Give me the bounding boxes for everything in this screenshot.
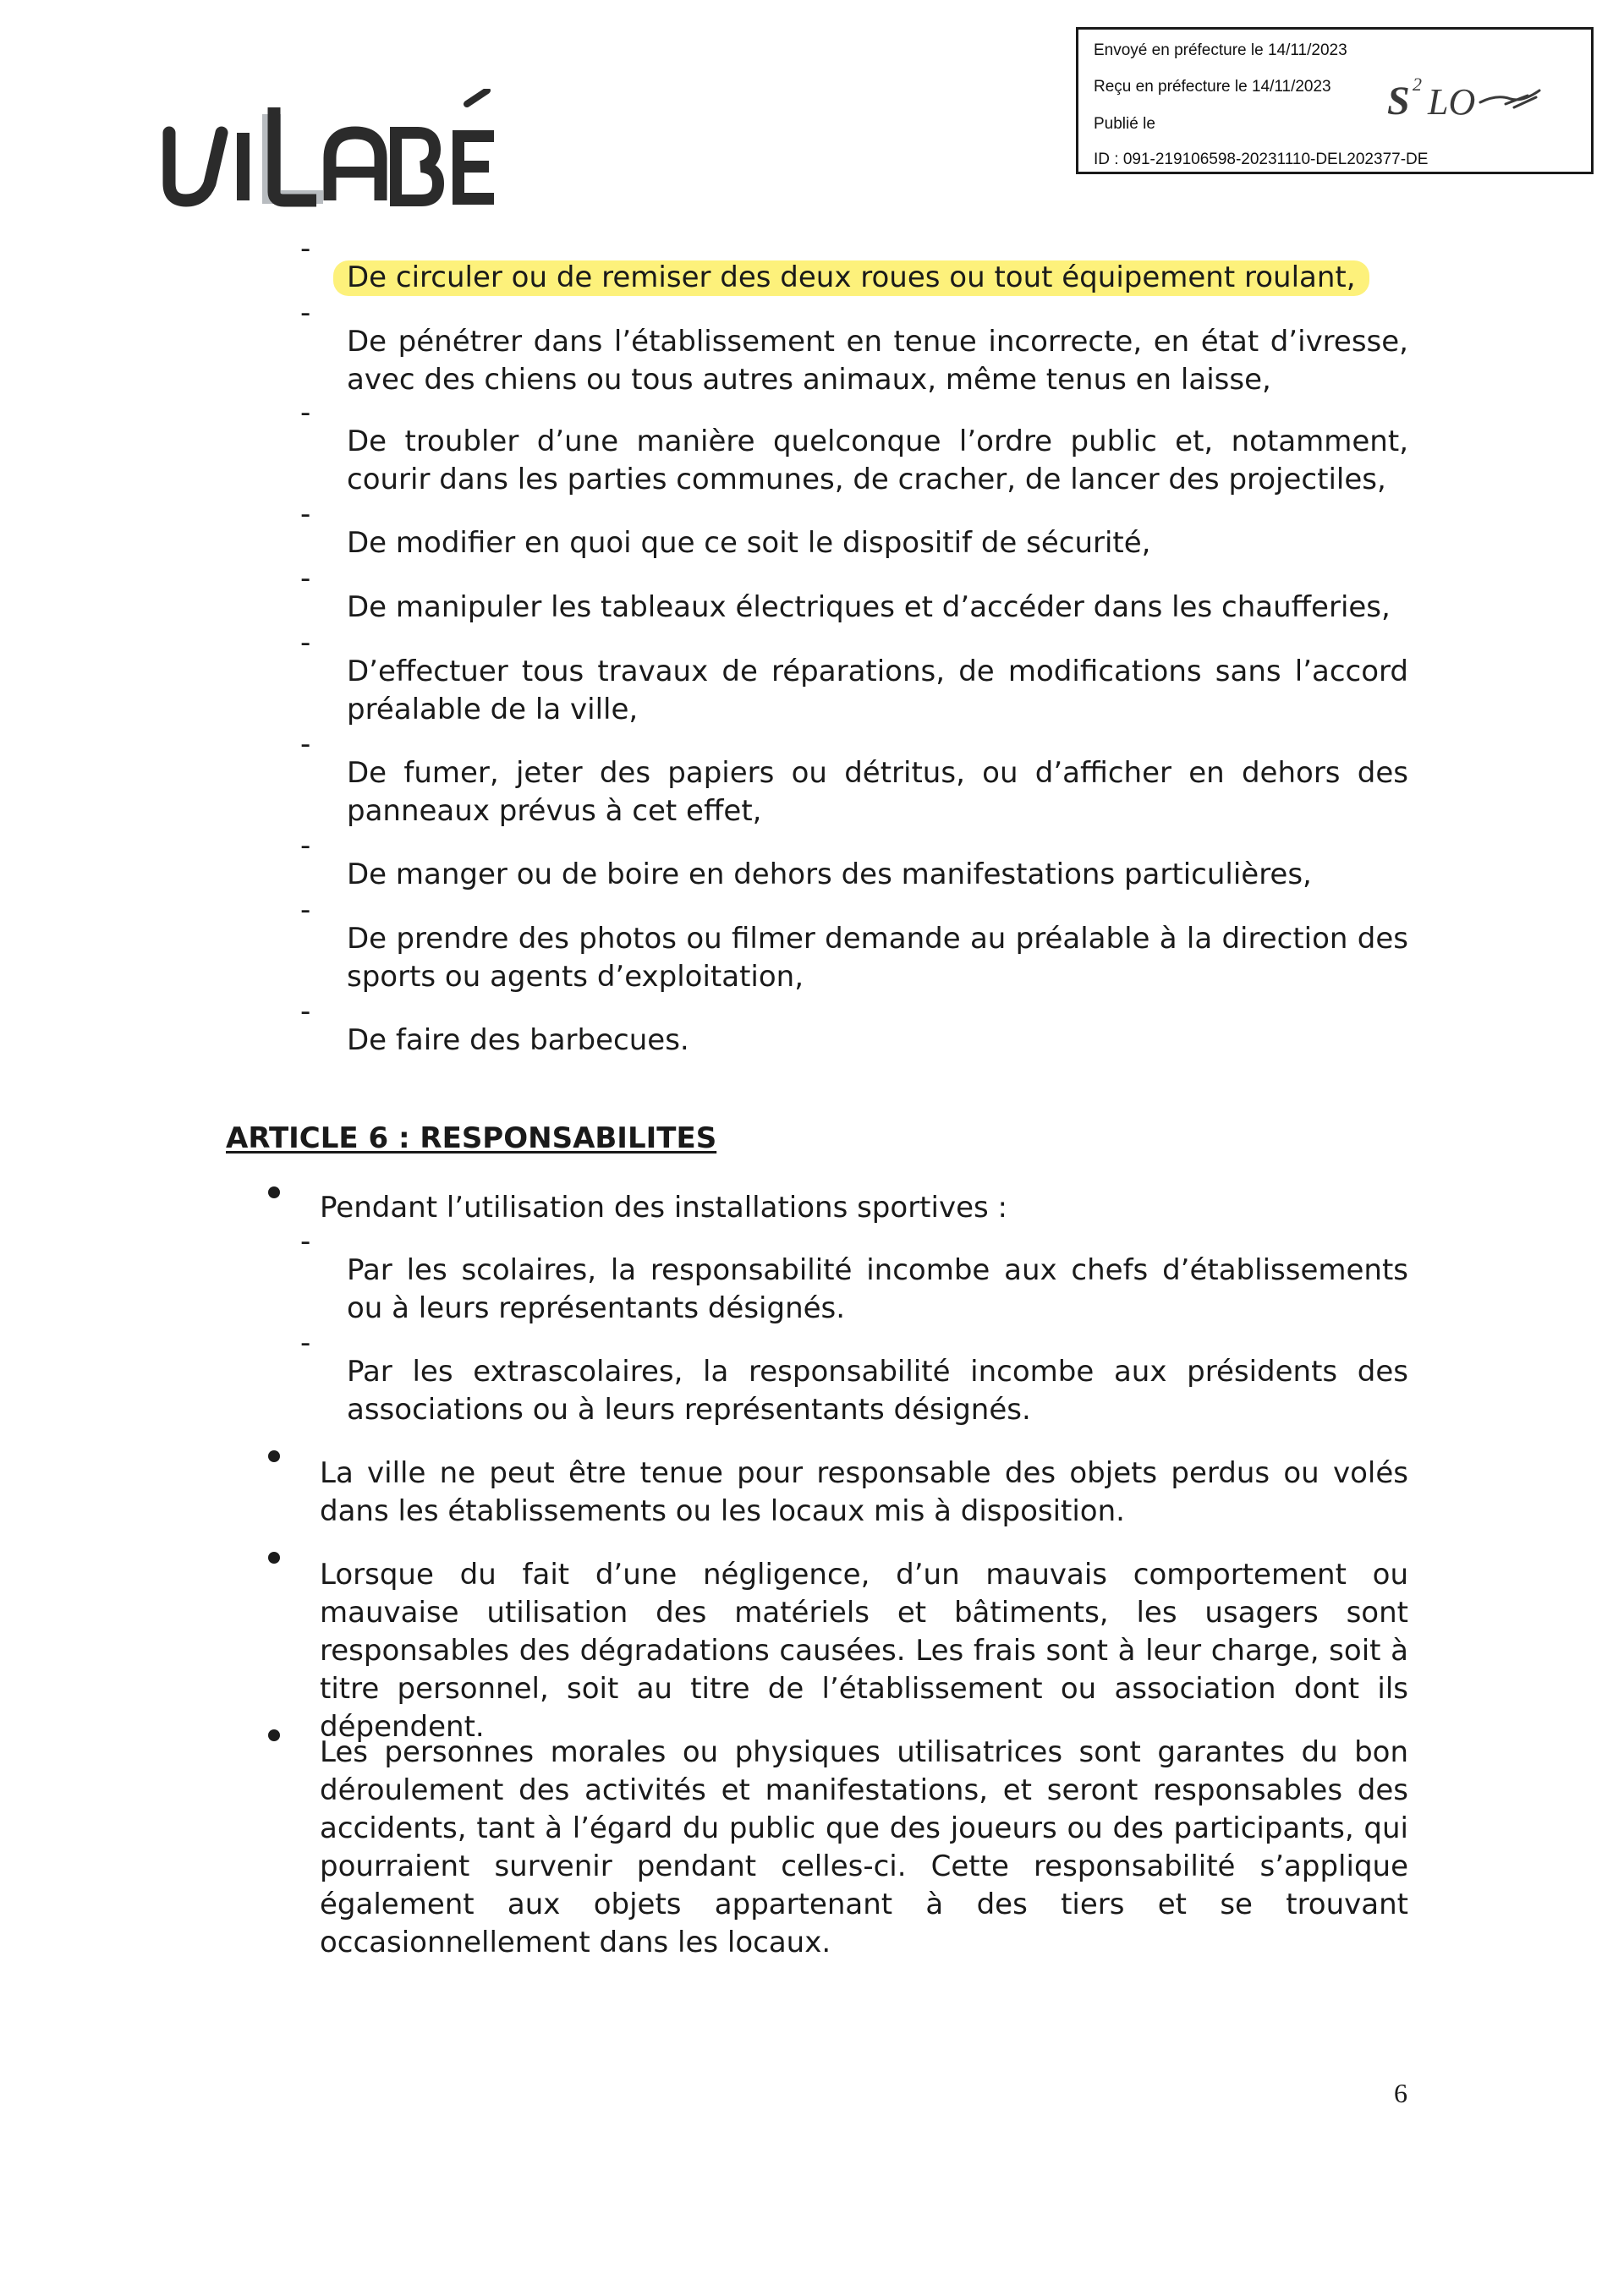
bullet-text: Lorsque du fait d’une négligence, d’un mauvais comportement ou mauvaise utilisation des matériels et bâtiments, les usagers sont responsables des dégradations causées. Les frais sont à leur charge, soit à titre personnel, soit au titre de l’établissement ou association dont ils dépendent. (320, 1558, 1408, 1744)
prohibition-text: De fumer, jeter des papiers ou détritus, ou d’afficher en dehors des panneaux prévus à cet effet, (347, 756, 1408, 828)
prohibition-text: De manipuler les tableaux électriques et d’accéder dans les chaufferies, (347, 590, 1391, 624)
document-page: Envoyé en préfecture le 14/11/2023 Reçu en préfecture le 14/11/2023 Publié le ID : 091-219106598-20231110-DEL202377-DE S 2 LO - De circuler ou de remiser des deux roues ou tout équipement roulant, - De pénétrer dans l’établissement en tenue incorrecte, en état d’ivresse, avec des chiens ou tous autres animaux, même tenus en laisse, - De troubler d’une manière quelconque l’ordre public et, notamment, courir dans les parties communes, de cracher, de lancer des projectiles, - De modifier en quoi que ce soit le dispositif de sécurité, - De manipuler les tableaux électriques et d’accéder dans les chaufferies, - D’effectuer tous travaux de réparations, de modifications sans l’accord préalable de la ville, - De fumer, jeter des papiers ou détritus, ou d’afficher en dehors des panneaux prévus à cet effet, - De manger ou de boire en dehors des manifestations particulières, - De prendre des photos ou filmer demande au préalable à la direction des sports ou agents d’exploitation, - De faire des barbecues. ARTICLE 6 : RESPONSABILITES Pendant l’utilisation des installations sportives : - Par les scolaires, la responsabilité incombe aux chefs d’établissements ou à leurs représentants désignés. - Par les extrascolaires, la responsabilité incombe aux présidents des associations ou à leurs représentants désignés. La ville ne peut être tenue pour responsable des objets perdus ou volés dans les établissements ou les locaux mis à disposition. Lorsque du fait d’une négligence, d’un mauvais comportement ou mauvaise utilisation des matériels et bâtiments, les usagers sont responsables des dégradations causées. Les frais sont à leur charge, soit à titre personnel, soit au titre de l’établissement ou association dont ils dépendent. Les personnes morales ou physiques utilisatrices sont garantes du bon déroulement des activités et manifestations, et seront responsables des accidents, tant à l’égard du public que des joueurs ou des participants, qui pourraient survenir pendant celles-ci. Cette responsabilité s’applique également aux objets appartenant à des tiers et se trouvant occasionnellement dans les locaux. 6 (0, 0, 1624, 2296)
stamp-received-date: Reçu en préfecture le 14/11/2023 (1094, 78, 1331, 96)
prohibition-text: De troubler d’une manière quelconque l’ordre public et, notamment, courir dans les parties communes, de cracher, de lancer des projectiles, (347, 425, 1408, 496)
highlighted-text: De circuler ou de remiser des deux roues ou tout équipement roulant, (333, 260, 1369, 296)
prohibition-text: D’effectuer tous travaux de réparations, de modifications sans l’accord préalable de la ville, (347, 655, 1408, 726)
prohibition-text: De prendre des photos ou filmer demande au préalable à la direction des sports ou agents d’exploitation, (347, 922, 1408, 994)
s2lo-signature-icon (1379, 65, 1582, 133)
prohibition-text: De pénétrer dans l’établissement en tenue incorrecte, en état d’ivresse, avec des chiens ou tous autres animaux, même tenus en laisse, (347, 325, 1408, 397)
villabe-logo (162, 89, 501, 216)
prohibition-text: De manger ou de boire en dehors des manifestations particulières, (347, 858, 1312, 891)
svg-text:LO: LO (1428, 81, 1476, 123)
bullet-text: Les personnes morales ou physiques utilisatrices sont garantes du bon déroulement des activités et manifestations, et seront responsables des accidents, tant à l’égard du public que des joueurs ou des participants, qui pourraient survenir pendant celles-ci. Cette responsabilité s’applique également aux objets appartenant à des tiers et se trouvant occasionnellement dans les locaux. (320, 1735, 1408, 1959)
sub-item-text: Par les scolaires, la responsabilité incombe aux chefs d’établissements ou à leurs représentants désignés. (347, 1253, 1408, 1325)
prefecture-stamp (1076, 27, 1594, 174)
stamp-sent-date: Envoyé en préfecture le 14/11/2023 (1094, 41, 1347, 59)
svg-text:2: 2 (1413, 74, 1422, 95)
page-number: 6 (1394, 2078, 1407, 2108)
article-heading: ARTICLE 6 : RESPONSABILITES (226, 1121, 717, 1155)
sub-item-text: Par les extrascolaires, la responsabilité incombe aux présidents des associations ou à leurs représentants désignés. (347, 1355, 1408, 1427)
svg-text:S: S (1387, 79, 1410, 123)
article-intro: Pendant l’utilisation des installations sportives : (320, 1191, 1007, 1225)
prohibition-text: De modifier en quoi que ce soit le dispositif de sécurité, (347, 526, 1151, 560)
prohibition-text: De faire des barbecues. (347, 1023, 689, 1057)
bullet-text: La ville ne peut être tenue pour responsable des objets perdus ou volés dans les établissements ou les locaux mis à disposition. (320, 1456, 1408, 1528)
stamp-published: Publié le (1094, 115, 1155, 133)
stamp-id: ID : 091-219106598-20231110-DEL202377-DE (1094, 151, 1429, 168)
